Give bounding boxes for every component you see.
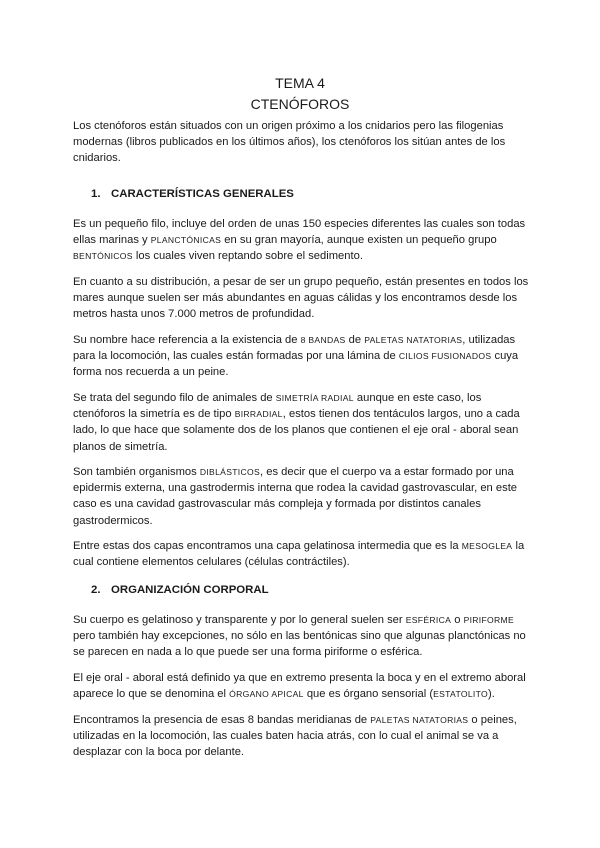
section-1-paragraph-4: [73, 390, 535, 455]
section-1-paragraph-3: [73, 332, 535, 381]
term-piriforme: PIRIFORME: [463, 615, 515, 625]
text-run: o peines, utilizadas en la locomoción, las cuales baten hacia atrás, con lo cual el animal se va a desplazar con la boca por delante.: [73, 714, 517, 759]
section-2-number: 2.: [91, 584, 101, 596]
section-2-paragraph-1: [73, 612, 535, 661]
text-run: Se trata del segundo filo de animales de: [73, 392, 276, 404]
text-run: Son también organismos: [73, 466, 200, 478]
section-1-paragraph-2: En cuanto a su distribución, a pesar de ser un grupo pequeño, están presentes en todos los mares aunque suelen ser más abundantes en aguas cálidas y los encontramos desde los metros hasta unos 7.000 metros de profundidad.: [73, 276, 529, 321]
section-1-paragraph-5: [73, 464, 535, 529]
text-run: o: [451, 614, 464, 626]
term-diblasticos: DIBLÁSTICOS: [199, 467, 260, 477]
document-title: TEMA 4: [275, 75, 325, 91]
intro-paragraph: Los ctenóforos están situados con un origen próximo a los cnidarios pero las filogenias modernas (libros publicados en los últimos años), los ctenóforos los sitúan antes de los cnidarios.: [73, 120, 506, 165]
section-1-paragraph-6: [73, 538, 535, 570]
term-8-bandas: 8 BANDAS: [300, 335, 346, 345]
section-1-heading: [91, 186, 294, 202]
text-run: ).: [487, 688, 495, 701]
text-run: en su gran mayoría, aunque existen un pequeño grupo: [221, 234, 497, 247]
text-run: Su cuerpo es gelatinoso y transparente y por lo general suelen ser: [73, 614, 406, 626]
term-planctonicas: PLANCTÓNICAS: [150, 235, 222, 246]
text-run: Entre estas dos capas encontramos una capa gelatinosa intermedia que es la: [73, 540, 462, 552]
title-block: [0, 73, 600, 115]
term-estatolito: ESTATOLITO: [433, 689, 488, 700]
text-run: los cuales viven reptando sobre el sedimento.: [132, 250, 363, 263]
text-run: Es un pequeño filo, incluye del orden de unas 150 especies diferentes las cuales son todas ellas marinas y: [73, 218, 526, 247]
text-run: Su nombre hace referencia a la existencia de: [73, 334, 301, 346]
term-paletas-natatorias: PALETAS NATATORIAS: [364, 335, 463, 345]
text-run: pero también hay excepciones, no sólo en las bentónicas sino que algunas planctónicas no se parecen en nada a lo que puede ser una forma piriforme o esférica.: [73, 630, 526, 659]
text-run: , estos tienen dos tentáculos largos, uno a cada lado, lo que hace que solamente dos de los planos que contienen el eje oral - aboral sean planos de simetría.: [73, 408, 520, 453]
text-run: que es órgano sensorial (: [303, 688, 434, 701]
term-cilios-fusionados: CILIOS FUSIONADOS: [398, 351, 492, 362]
text-run: cuya forma nos recuerda a un peine.: [73, 350, 519, 379]
text-run: de: [345, 334, 365, 346]
term-mesoglea: MESOGLEA: [461, 541, 513, 551]
text-run: , utilizadas para la locomoción, las cuales están formadas por una lámina de: [73, 334, 516, 363]
section-1-paragraph-1: [73, 216, 535, 265]
term-birradial: BIRRADIAL: [234, 409, 283, 420]
section-1-title: CARACTERÍSTICAS GENERALES: [111, 188, 294, 200]
section-2-paragraph-2: [73, 670, 535, 702]
section-2-heading: [91, 582, 269, 598]
text-run: , es decir que el cuerpo va a estar formado por una epidermis externa, una gastrodermis interna que rodea la cavidad gastrovascular, en este caso es una cavidad gastrovascular más compleja y formada por distintos canales gastrodermicos.: [73, 466, 518, 527]
text-run: El eje oral - aboral está definido ya que en extremo presenta la boca y en el extremo aboral aparece lo que se denomina el: [73, 672, 526, 701]
section-1-number: 1.: [91, 188, 101, 200]
text-run: Encontramos la presencia de esas 8 bandas meridianas de: [73, 714, 371, 726]
term-organo-apical: ÓRGANO APICAL: [229, 689, 304, 700]
text-run: la cual contiene elementos celulares (células contráctiles).: [73, 540, 525, 569]
term-simetria-radial: SIMETRÍA RADIAL: [275, 393, 354, 403]
section-2-title: ORGANIZACIÓN CORPORAL: [111, 584, 269, 596]
term-esferica: ESFÉRICA: [405, 615, 452, 625]
document-subtitle: CTENÓFOROS: [250, 96, 350, 112]
section-2-paragraph-3: [73, 712, 535, 761]
term-paletas-natatorias: PALETAS NATATORIAS: [370, 715, 469, 725]
text-run: aunque en este caso, los ctenóforos la simetría es de tipo: [73, 392, 482, 421]
term-bentonicos: BENTÓNICOS: [73, 251, 133, 262]
